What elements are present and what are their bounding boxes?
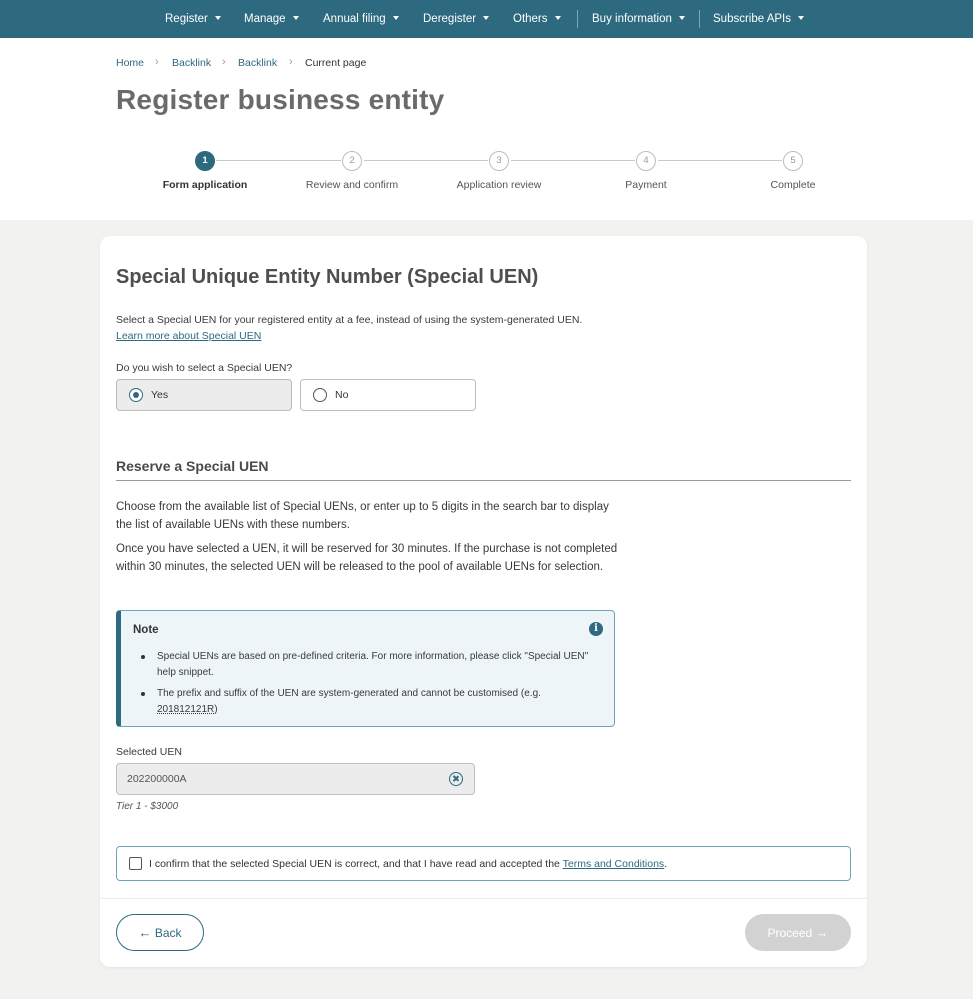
radio-option-no[interactable] — [300, 379, 476, 411]
note-list — [141, 649, 591, 723]
chevron-down-icon — [393, 16, 399, 20]
breadcrumb-home[interactable]: Home — [116, 57, 145, 69]
step-1-indicator: 1 — [195, 151, 215, 171]
uen-tier-price: Tier 1 - $3000 — [116, 801, 179, 812]
section-description: Select a Special UEN for your registered entity at a fee, instead of using the system-generated UEN. — [116, 314, 583, 326]
page-header — [0, 38, 973, 220]
step-4-indicator: 4 — [636, 151, 656, 171]
stepper-connector — [658, 160, 782, 161]
radio-unselected-icon — [313, 388, 327, 402]
step-2-label: Review and confirm — [305, 179, 399, 191]
nav-subscribe-apis[interactable] — [713, 0, 804, 38]
chevron-down-icon — [483, 16, 489, 20]
stepper-connector — [511, 160, 635, 161]
reserve-timeout-info: Once you have selected a UEN, it will be reserved for 30 minutes. If the purchase is not completed within 30 minutes, the selected UEN will be released to the pool of available UENs for selection. — [116, 543, 618, 573]
note-bullet-prefix-suffix — [141, 686, 591, 718]
note-bullet-criteria: Special UENs are based on pre-defined criteria. For more information, please click "Special UEN" help snippet. — [141, 649, 591, 681]
nav-manage[interactable] — [244, 0, 299, 38]
page-title: Register business entity — [116, 84, 445, 115]
terms-checkbox[interactable] — [129, 857, 142, 870]
chevron-down-icon — [798, 16, 804, 20]
back-button[interactable] — [116, 914, 204, 951]
stepper-connector — [216, 160, 341, 161]
note-bullet-end: ) — [214, 704, 218, 715]
step-5-indicator: 5 — [783, 151, 803, 171]
radio-selected-icon — [129, 388, 143, 402]
clear-icon[interactable] — [449, 772, 463, 786]
nav-buy-information-label: Buy information — [592, 13, 672, 25]
uen-example: 201812121R — [157, 704, 215, 715]
stepper-connector — [364, 160, 488, 161]
chevron-down-icon — [215, 16, 221, 20]
special-uen-question: Do you wish to select a Special UEN? — [116, 362, 293, 374]
breadcrumb-chevron-icon: › — [222, 56, 226, 68]
radio-yes-label: Yes — [151, 389, 169, 401]
info-icon[interactable]: i — [589, 622, 603, 636]
arrow-right-icon: → — [815, 925, 829, 940]
footer-divider — [100, 898, 867, 899]
form-card — [100, 236, 867, 967]
step-3-indicator: 3 — [489, 151, 509, 171]
nav-subscribe-apis-label: Subscribe APIs — [713, 13, 791, 25]
learn-more-link[interactable]: Learn more about Special UEN — [116, 330, 262, 342]
selected-uen-label: Selected UEN — [116, 746, 182, 758]
terms-confirmation — [116, 846, 851, 881]
nav-manage-label: Manage — [244, 13, 286, 25]
breadcrumb-backlink[interactable]: Backlink — [172, 57, 212, 69]
breadcrumb-chevron-icon: › — [289, 56, 293, 68]
nav-others-label: Others — [513, 13, 548, 25]
terms-confirmation-end: . — [664, 858, 668, 870]
note-panel — [116, 610, 615, 727]
section-title: Special Unique Entity Number (Special UEN) — [116, 266, 539, 288]
terms-confirmation-text: I confirm that the selected Special UEN is correct, and that I have read and accepted the — [149, 858, 563, 870]
step-2-indicator: 2 — [342, 151, 362, 171]
nav-annual-filing-label: Annual filing — [323, 13, 386, 25]
chevron-down-icon — [293, 16, 299, 20]
chevron-down-icon — [555, 16, 561, 20]
nav-others[interactable] — [513, 0, 561, 38]
reserve-section-title: Reserve a Special UEN — [116, 458, 269, 474]
proceed-button-label: Proceed — [767, 926, 813, 940]
breadcrumb-chevron-icon: › — [155, 56, 159, 68]
terms-confirmation-label — [149, 858, 667, 870]
nav-divider — [699, 10, 700, 28]
chevron-down-icon — [679, 16, 685, 20]
section-divider — [116, 480, 851, 481]
selected-uen-field[interactable] — [116, 763, 475, 795]
proceed-button[interactable] — [745, 914, 851, 951]
selected-uen-value: 202200000A — [127, 773, 187, 785]
nav-buy-information[interactable] — [592, 0, 685, 38]
step-1-label: Form application — [162, 179, 248, 191]
nav-divider — [577, 10, 578, 28]
arrow-left-icon: ← — [138, 925, 152, 940]
top-nav-bar — [0, 0, 973, 38]
radio-no-label: No — [335, 389, 349, 401]
nav-register[interactable] — [165, 0, 221, 38]
reserve-instructions: Choose from the available list of Special UENs, or enter up to 5 digits in the search bar to display the list of available UENs with these numbers. — [116, 501, 609, 531]
breadcrumb-backlink[interactable]: Backlink — [238, 57, 278, 69]
breadcrumb-current: Current page — [305, 57, 367, 69]
step-4-label: Payment — [625, 179, 667, 191]
nav-annual-filing[interactable] — [323, 0, 399, 38]
nav-deregister-label: Deregister — [423, 13, 477, 25]
terms-and-conditions-link[interactable]: Terms and Conditions — [562, 858, 665, 870]
nav-deregister[interactable] — [423, 0, 489, 38]
nav-register-label: Register — [165, 13, 208, 25]
step-5-label: Complete — [770, 179, 816, 191]
back-button-label: Back — [154, 926, 182, 940]
note-title: Note — [133, 624, 159, 636]
radio-option-yes[interactable] — [116, 379, 292, 411]
step-3-label: Application review — [456, 179, 542, 191]
note-bullet-text: The prefix and suffix of the UEN are system-generated and cannot be customised (e.g. — [157, 688, 541, 699]
